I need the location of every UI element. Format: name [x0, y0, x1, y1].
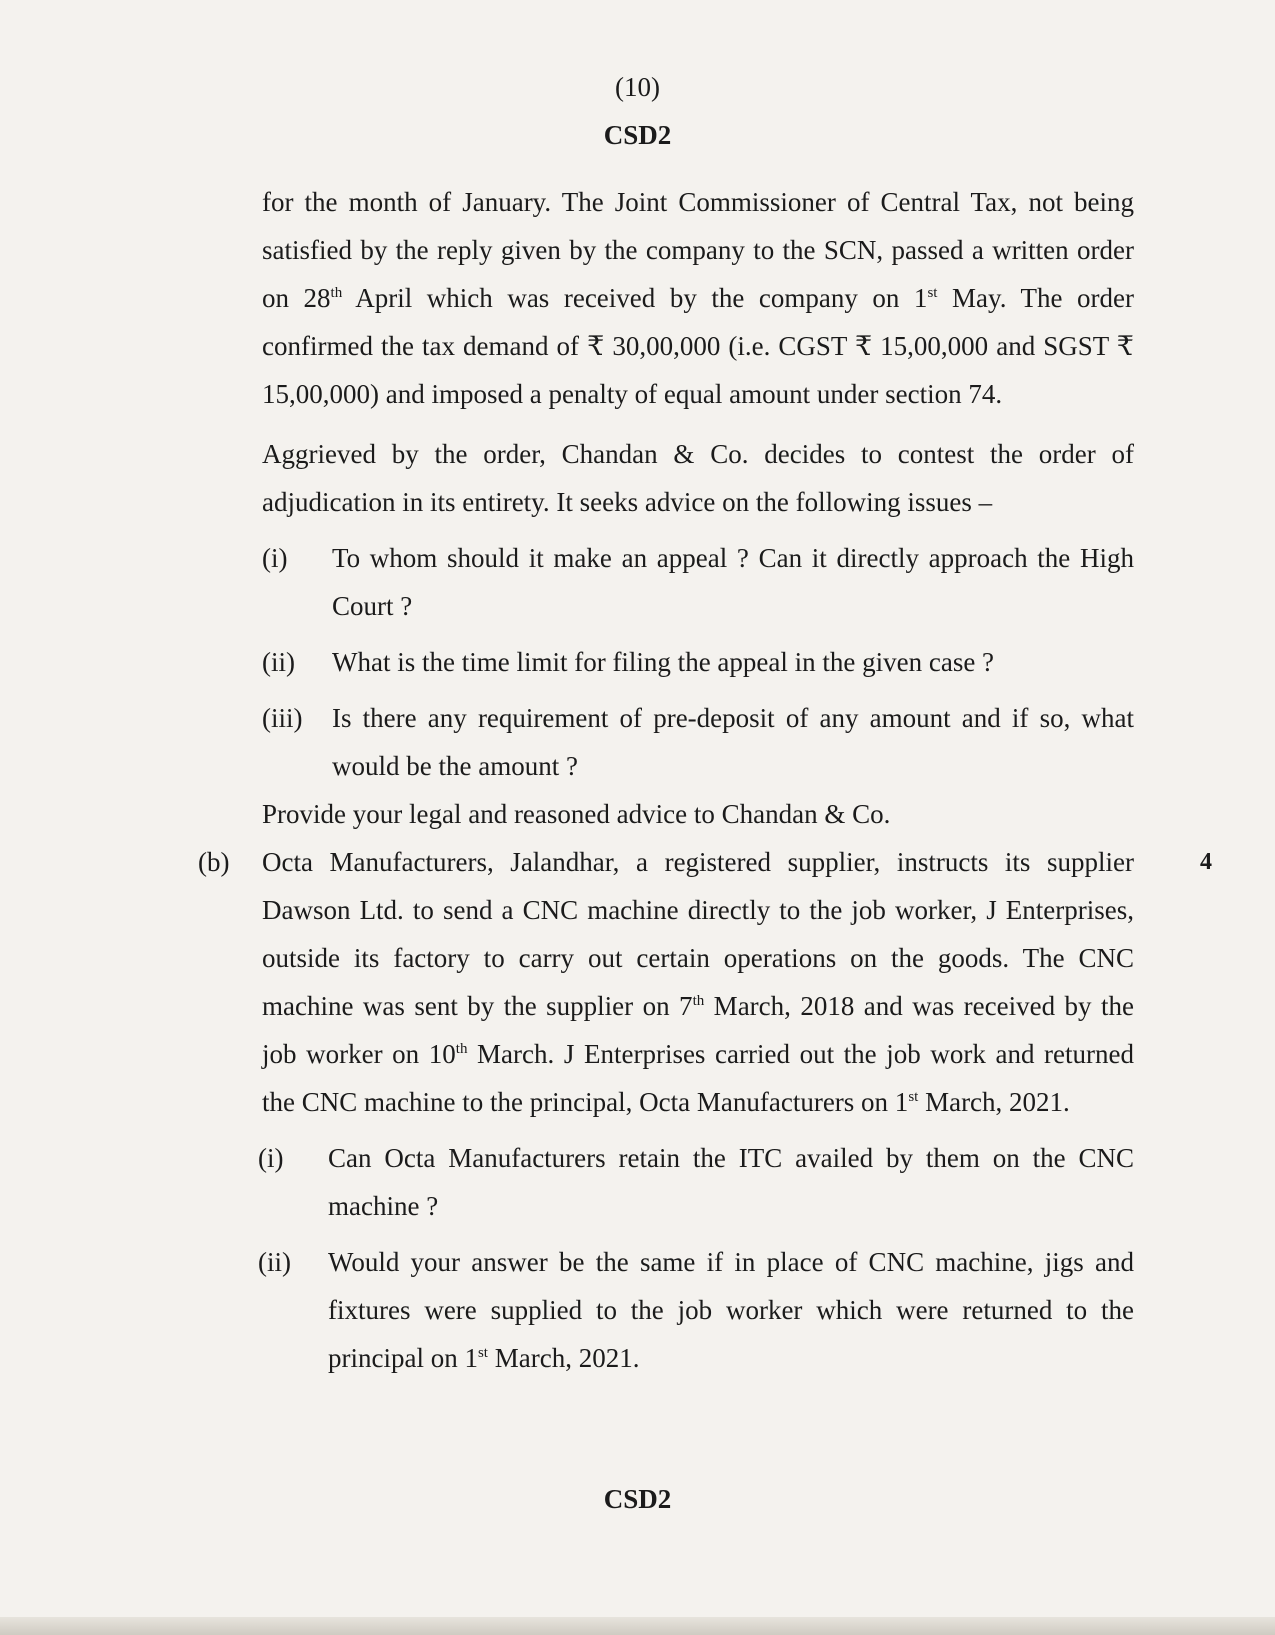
sub-question-i: (i) Can Octa Manufacturers retain the ITC availed by them on the CNC machine ?: [258, 1143, 1134, 1221]
issue-item: (ii) What is the time limit for filing the appeal in the given case ?: [262, 647, 995, 677]
para-order-details: for the month of January. The Joint Commissioner of Central Tax, not being satisfied by the reply given by the company to the SCN, passed a written order on 28th April which was received by the company on 1st May. The order confirmed the tax demand of ₹ 30,00,000 (i.e. CGST ₹ 15,00,000 and SGST ₹ 15,00,000) and imposed a penalty of equal amount under section 74.: [262, 187, 1135, 409]
sub-question-ii: (ii) Would your answer be the same if in place of CNC machine, jigs and fixtures were supplied to the job worker which were returned to the principal on 1st March, 2021.: [258, 1247, 1134, 1373]
question-b-text: Octa Manufacturers, Jalandhar, a registered supplier, instructs its supplier Dawson Ltd. to send a CNC machine directly to the job worker, J Enterprises, outside its factory to carry out certain operations on the goods. The CNC machine was sent by the supplier on 7th March, 2018 and was received by the job worker on 10th March. J Enterprises carried out the job work and returned the CNC machine to the principal, Octa Manufacturers on 1st March, 2021.: [262, 847, 1134, 1117]
paper-code-footer: CSD2: [603, 1484, 672, 1514]
page-number: (10): [615, 72, 660, 102]
question-b-label: (b): [198, 847, 230, 877]
paper-code-header: CSD2: [603, 120, 672, 150]
page-content: [198, 178, 1212, 1382]
question-b: [198, 838, 1212, 1126]
issue-item: (i) To whom should it make an appeal ? Can it directly approach the High Court ?: [262, 543, 1134, 621]
para-aggrieved: Aggrieved by the order, Chandan & Co. decides to contest the order of adjudication in its entirety. It seeks advice on the following issues –: [262, 439, 1134, 517]
question-b-marks: 4: [1200, 849, 1212, 875]
advice-line: Provide your legal and reasoned advice to Chandan & Co.: [262, 799, 891, 829]
page-edge: [0, 1617, 1275, 1635]
issue-item: (iii) Is there any requirement of pre-deposit of any amount and if so, what would be the amount ?: [262, 703, 1134, 781]
